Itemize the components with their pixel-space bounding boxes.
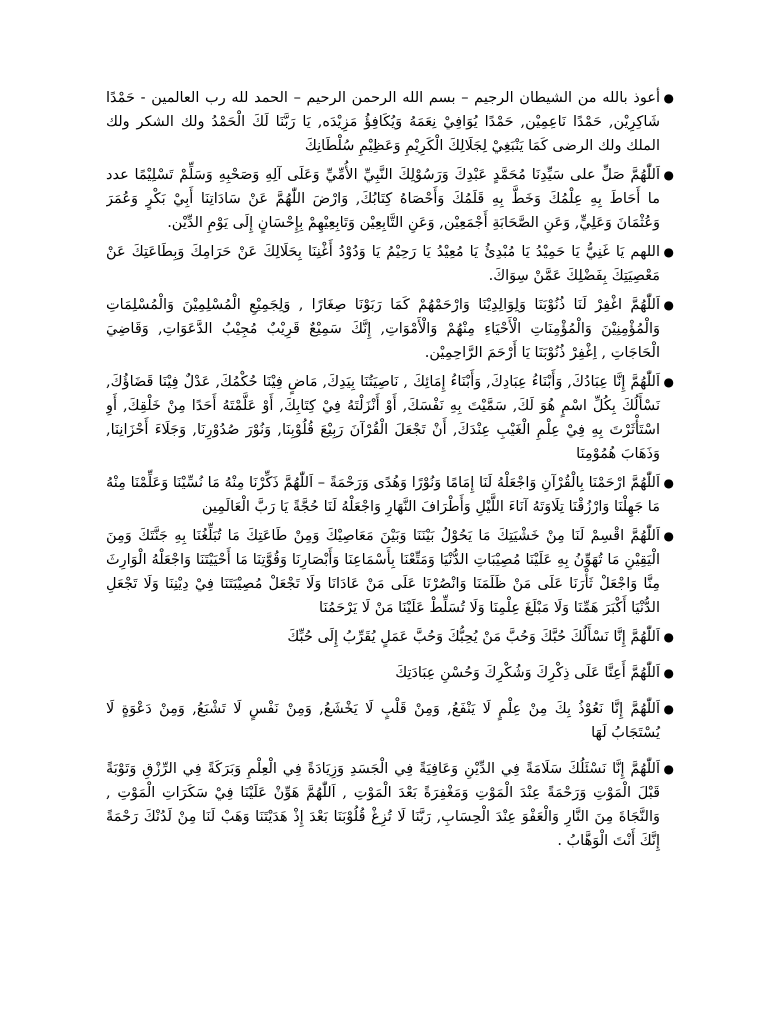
dua-text: أعوذ بالله من الشيطان الرجيم – بسم الله الرحمن الرحيم – الحمد لله رب العالمين - حَمْدًا شَاكِرِيْن, حَمْدًا نَاعِمِيْن, حَمْدًا يُوَافِيْ نِعَمَهُ وَيُكَافِؤُ مَزِيْدَه, يَا رَبَّنَا لَكَ الْحَمْدُ ولك الشكر ولك الملك ولك الرضى كَمَا يَنْبَغِيْ لِجَلَالِكَ الْكَرِيْمِ وَعَظِيْمِ سُلْطَانِكَ [106,90,660,154]
dua-text: اَللّٰهُمَّ أَعِنَّا عَلَى ذِكْرِكَ وَشُكْرِكَ وَحُسْنِ عِبَادَتِكَ [395,665,660,681]
dua-text: اَللّٰهُمَّ ارْحَمْنَا بِالْقُرْآنِ وَاجْعَلْهُ لَنَا إِمَامًا وَنُوْرًا وَهُدًى وَرَحْمَةً – اَللّٰهُمَّ ذَكِّرْنَا مِنْهُ مَا نُسِّيْنَا وَعَلِّمْنَا مِنْهُ مَا جَهِلْنَا وَارْزُقْنَا تِلَاوَتَهُ آنَاءَ اللَّيْلِ وَأَطْرَافَ النَّهَارِ وَاجْعَلْهُ لَنَا حُجَّةً يَا رَبَّ الْعَالَمِين [106,475,660,515]
list-item [106,86,674,158]
dua-text: اَللّٰهُمَّ إِنَّا نَسْئَلُكَ سَلَامَةً فِي الدِّيْنِ وَعَافِيَةً فِي الْجَسَدِ وَزِيَادَةً فِي الْعِلْمِ وَبَرَكَةً فِي الرِّزْقِ وَتَوْبَةً قَبْلَ الْمَوْتِ وَرَحْمَةً عِنْدَ الْمَوْتِ وَمَغْفِرَةً بَعْدَ الْمَوْتِ , اَللّٰهُمَّ هَوِّنْ عَلَيْنَا فِيْ سَكَرَاتِ الْمَوْتِ , وَالنَّجَاةَ مِنَ النَّارِ وَالْعَفْوَ عِنْدَ الْحِسَابِ, رَبَّنَا لَا تُزِغْ قُلُوْبَنَا بَعْدَ إِذْ هَدَيْتَنَا وَهَبْ لَنَا مِنْ لَدُنْكَ رَحْمَةً إِنَّكَ أَنْتَ الْوَهَّابُ . [106,761,660,849]
list-item [106,625,674,649]
list-item [106,697,674,745]
bullet-icon: ● [663,91,674,105]
dua-list [106,86,674,853]
bullet-icon: ● [663,375,674,389]
list-item [106,293,674,365]
bullet-icon: ● [663,298,674,312]
dua-text: اللهم يَا غَنِيُّ يَا حَمِيْدُ يَا مُبْدِئُ يَا مُعِيْدُ يَا رَحِيْمُ يَا وَدُوْدُ أَغْنِنَا بِحَلَالِكَ عَنْ حَرَامِكَ وَبِطَاعَتِكَ عَنْ مَعْصِيَتِكَ بِفَضْلِكَ عَمَّنْ سِوَاكَ. [106,244,660,284]
list-item [106,163,674,235]
dua-text: اَللّٰهُمَّ إِنَّا نَسْأَلُكَ حُبَّكَ وَحُبَّ مَنْ يُحِبُّكَ وَحُبَّ عَمَلٍ يُقَرِّبُ إِلَى حُبِّكَ [287,629,660,645]
bullet-icon: ● [663,702,674,716]
bullet-icon: ● [663,476,674,490]
bullet-icon: ● [663,762,674,776]
bullet-icon: ● [663,245,674,259]
dua-text: اَللّٰهُمَّ إِنَّا نَعُوْذُ بِكَ مِنْ عِلْمٍ لَا يَنْفَعُ, وَمِنْ قَلْبٍ لَا يَخْشَعُ, وَمِنْ نَفْسٍ لَا تَشْبَعُ, وَمِنْ دَعْوَةٍ لَا يُسْتَجَابُ لَهَا [106,701,660,741]
list-item [106,524,674,620]
bullet-icon: ● [663,666,674,680]
document-page [106,86,674,984]
list-item [106,240,674,288]
dua-text: اَللّٰهُمَّ اقْسِمْ لَنَا مِنْ خَشْيَتِكَ مَا يَحُوْلُ بَيْنَنَا وَبَيْنَ مَعَاصِيْكَ وَمِنْ طَاعَتِكَ مَا تُبَلِّغُنَا بِهِ جَنَّتَكَ وَمِنَ الْيَقِيْنِ مَا تُهَوِّنُ بِهِ عَلَيْنَا مُصِيْبَاتِ الدُّنْيَا وَمَتِّعْنَا بِأَسْمَاعِنَا وَأَبْصَارِنَا وَقُوَّتِنَا مَا أَحْيَيْتَنَا وَاجْعَلْهُ الْوَارِثَ مِنَّا وَاجْعَلْ ثَأْرَنَا عَلَى مَنْ ظَلَمَنَا وَانْصُرْنَا عَلَى مَنْ عَادَانَا وَلَا تَجْعَلْ مُصِيْبَتَنَا فِيْ دِيْنِنَا وَلَا تَجْعَلِ الدُّنْيَا أَكْبَرَ هَمِّنَا وَلَا مَبْلَغَ عِلْمِنَا وَلَا تُسَلِّطْ عَلَيْنَا مَنْ لَا يَرْحَمُنَا [106,528,660,616]
list-item [106,757,674,853]
list-item [106,370,674,466]
bullet-icon: ● [663,630,674,644]
bullet-icon: ● [663,168,674,182]
dua-text: اَللّٰهُمَّ صَلِّ على سَيِّدِنَا مُحَمَّدٍ عَبْدِكَ وَرَسُوْلِكَ النَّبِيِّ الأُمِّيِّ وَعَلَى آلِهِ وَصَحْبِهِ وَسَلِّمْ تَسْلِيْمًا عدد ما أَحَاطَ بِهِ عِلْمُكَ وَخَطَّ بِهِ قَلَمُكَ وَأَحْصَاهُ كِتَابُكَ, وَارْضَ اللّٰهُمَّ عَنْ سَادَاتِنَا أَبِيْ بَكْرٍ وَعُمَرَ وَعُثْمَانَ وَعَلِيٍّ, وَعَنِ الصَّحَابَةِ أَجْمَعِيْن, وَعَنِ التَّابِعِيْن وَتَابِعِيْهِمْ بِإِحْسَانٍ إِلَى يَوْمِ الدِّيْن. [106,167,660,231]
dua-text: اَللّٰهُمَّ إِنَّا عِبَادُكَ, وَأَبْنَاءُ عِبَادِكَ, وَأَبْنَاءُ إِمَائِكَ , نَاصِيَتُنَا بِيَدِكَ, مَاضٍ فِيْنَا حُكْمُكَ, عَدْلٌ فِيْنَا قَضَاؤُكَ, نَسْأَلُكَ بِكُلِّ اسْمٍ هُوَ لَكَ, سَمَّيْتَ بِهِ نَفْسَكَ, أَوْ أَنْزَلْتَهُ فِيْ كِتَابِكَ, أَوْ عَلَّمْتَهُ أَحَدًا مِنْ خَلْقِكَ, أَوِ اسْتَأْثَرْتَ بِهِ فِيْ عِلْمِ الْغَيْبِ عِنْدَكَ, أَنْ تَجْعَلَ الْقُرْآنَ رَبِيْعَ قُلُوْبِنَا, وَنُوْرَ صُدُوْرِنَا, وَجَلَاءَ أَحْزَانِنَا, وَذَهَابَ هُمُوْمِنَا [106,374,660,462]
list-item [106,661,674,685]
bullet-icon: ● [663,529,674,543]
dua-text: اَللّٰهُمَّ اغْفِرْ لَنَا ذُنُوْبَنَا وَلِوَالِدِيْنَا وَارْحَمْهُمْ كَمَا رَبَوْنَا صِغَارًا , وَلِجَمِيْعِ الْمُسْلِمِيْنَ وَالْمُسْلِمَاتِ وَالْمُؤْمِنِيْنَ وَالْمُؤْمِنَاتِ الْأَحْيَاءِ مِنْهُمْ وَالْأَمْوَاتِ, إِنَّكَ سَمِيْعٌ قَرِيْبٌ مُجِيْبُ الدَّعَوَاتِ, وَقَاضِيَ الْحَاجَاتِ , اِغْفِرْ ذُنُوْبَنَا يَا أَرْحَمَ الرَّاحِمِيْن. [106,297,660,361]
list-item [106,471,674,519]
